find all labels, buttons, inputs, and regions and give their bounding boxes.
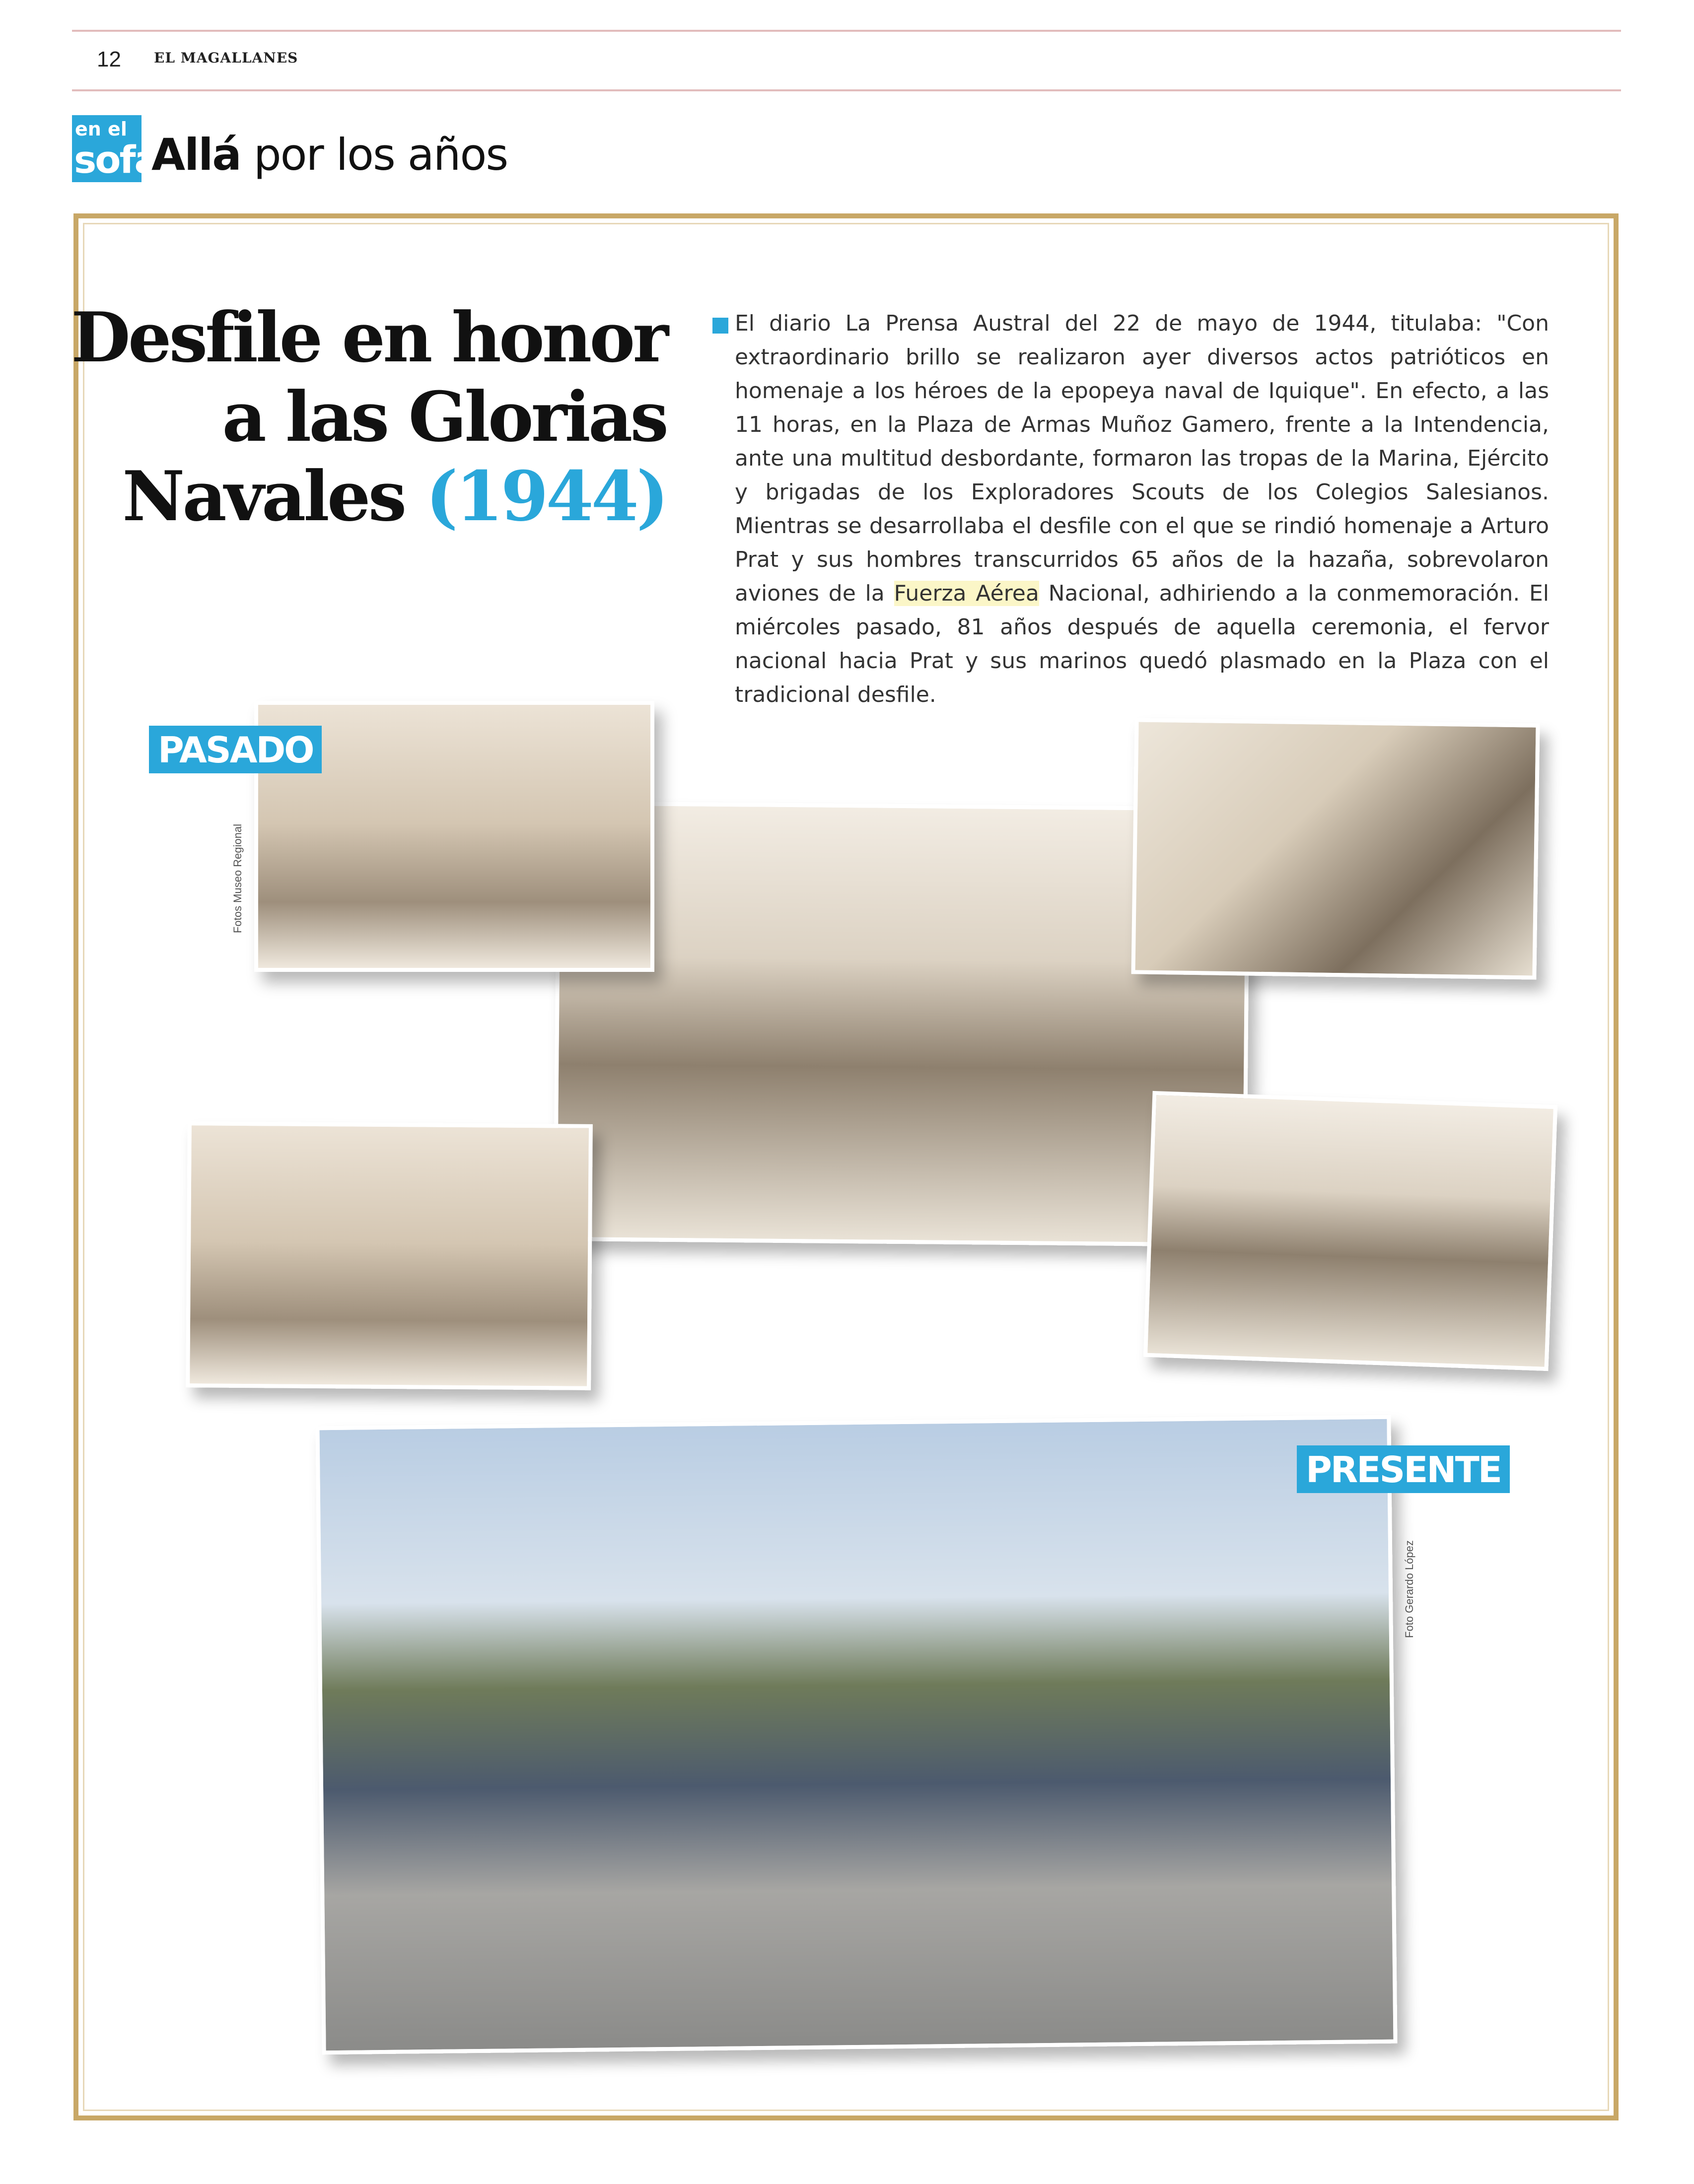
credit-present: Foto Gerardo López <box>1403 1540 1415 1638</box>
photo-past-marching <box>1143 1091 1557 1371</box>
body-text-part1: El diario La Prensa Austral del 22 de mayo de 1944, titulaba: "Con extraordinario brillo se realizaron ayer diversos actos patrióticos en homenaje a los héroes de la epopeya naval de Iquique". En efecto, a las 11 horas, en la Plaza de Armas Muñoz Gamero, frente a la Intendencia, ante una multitud desbordante, formaron las tropas de la Marina, Ejército y brigadas de los Exploradores Scouts de los Colegios Salesianos. Mientras se desarrollaba el desfile con el que se rindió homenaje a Arturo Prat y sus hombres transcurridos 65 años de la hazaña, sobrevolaron aviones de la <box>735 311 1549 606</box>
headline-year: (1944) <box>425 456 666 537</box>
section-title-bold: Allá <box>151 129 241 180</box>
section-title <box>151 129 507 180</box>
credit-past: Fotos Museo Regional <box>231 823 244 933</box>
present-label: PRESENTE <box>1297 1445 1510 1493</box>
photo-past-building <box>186 1121 593 1390</box>
body-highlight: Fuerza Aérea <box>894 581 1039 606</box>
headline-line2: a las Glorias <box>222 376 666 457</box>
page-number: 12 <box>97 47 121 71</box>
section-title-rest: por los años <box>253 129 508 180</box>
photo-past-avenue <box>1131 718 1540 979</box>
headline-line3 <box>71 457 666 536</box>
body-bullet <box>712 318 728 334</box>
top-rule <box>72 30 1621 32</box>
headline-line1: Desfile en honor <box>71 297 666 378</box>
logo-line1: en el <box>75 118 127 140</box>
body-text-part2: Nacional, adhiriendo a la conmemoración. El miércoles pasado, 81 años después de aquella ceremonia, el fervor nacional hacia Prat y sus marinos quedó plasmado en la Plaza con el tradicional desfile. <box>735 581 1549 707</box>
article-headline <box>71 298 666 536</box>
past-label: PASADO <box>149 726 322 773</box>
logo-line2: sofá <box>74 137 158 182</box>
headline-word: Navales <box>122 456 405 537</box>
section-logo <box>72 115 158 182</box>
article-body <box>735 307 1549 712</box>
newspaper-name: EL MAGALLANES <box>154 50 298 66</box>
photo-present-parade <box>315 1415 1397 2055</box>
header-rule <box>72 89 1621 91</box>
